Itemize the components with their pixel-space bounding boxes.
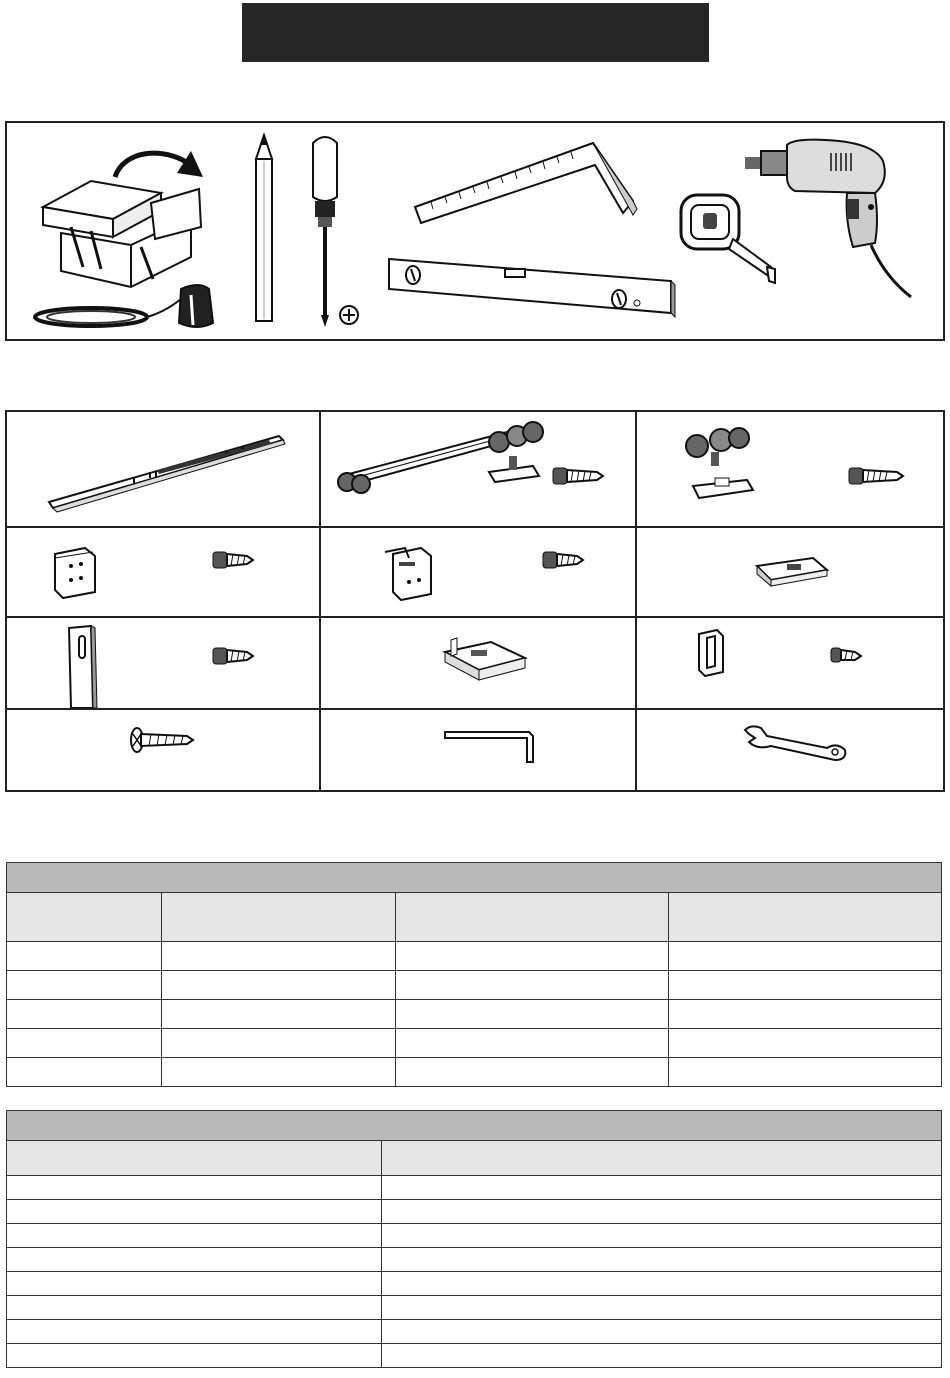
table1-header-cell <box>669 893 942 942</box>
table1-band <box>7 863 942 893</box>
table2-header-cell <box>7 1141 382 1176</box>
table-row <box>7 1320 942 1344</box>
table-row <box>7 1248 942 1272</box>
toolbox-icon <box>31 137 221 337</box>
specification-table-1 <box>6 862 942 1087</box>
roller-hanger-icon <box>637 412 943 526</box>
specification-table-2 <box>6 1110 942 1368</box>
part-cell-carriage-assembly <box>321 412 637 528</box>
part-cell-roller-hanger <box>637 412 945 528</box>
countersunk-screw-icon <box>7 710 319 790</box>
table-row <box>7 1224 942 1248</box>
table2-header-cell <box>382 1141 942 1176</box>
spirit-level-icon <box>387 255 677 331</box>
table-row <box>7 1176 942 1200</box>
part-cell-floor-guide <box>321 618 637 710</box>
hex-key-icon <box>321 710 635 790</box>
table-row <box>7 1200 942 1224</box>
screwdriver-icon <box>303 131 363 331</box>
floor-guide-icon <box>321 618 635 708</box>
table-row <box>7 1058 942 1087</box>
stopper-icon <box>637 618 943 708</box>
table1-header-cell <box>396 893 669 942</box>
part-cell-mounting-bracket <box>7 528 321 618</box>
drill-icon <box>735 137 915 307</box>
table-row <box>7 971 942 1000</box>
square-ruler-icon <box>411 137 641 227</box>
vertical-bracket-icon <box>7 618 319 708</box>
part-cell-guide-clip <box>637 528 945 618</box>
part-cell-countersunk-screw <box>7 710 321 792</box>
part-cell-track-rail <box>7 412 321 528</box>
table1-header-cell <box>162 893 396 942</box>
table-row <box>7 1000 942 1029</box>
part-cell-stopper <box>637 618 945 710</box>
track-rail-icon <box>7 412 319 526</box>
part-cell-spanner <box>637 710 945 792</box>
page-title-bar <box>242 3 709 62</box>
part-cell-hook-bracket <box>321 528 637 618</box>
part-cell-hex-key <box>321 710 637 792</box>
table-row <box>7 1272 942 1296</box>
parts-grid <box>5 410 945 792</box>
table-row <box>7 1296 942 1320</box>
mounting-bracket-icon <box>7 528 319 616</box>
spanner-icon <box>637 710 943 790</box>
hook-bracket-icon <box>321 528 635 616</box>
table-row <box>7 1344 942 1368</box>
table2-band <box>7 1111 942 1141</box>
pencil-icon <box>249 133 279 325</box>
guide-clip-icon <box>637 528 943 616</box>
carriage-assembly-icon <box>321 412 635 526</box>
required-tools-panel <box>5 121 945 341</box>
part-cell-vertical-bracket <box>7 618 321 710</box>
table1-header-cell <box>7 893 162 942</box>
table-row <box>7 1029 942 1058</box>
table-row <box>7 942 942 971</box>
